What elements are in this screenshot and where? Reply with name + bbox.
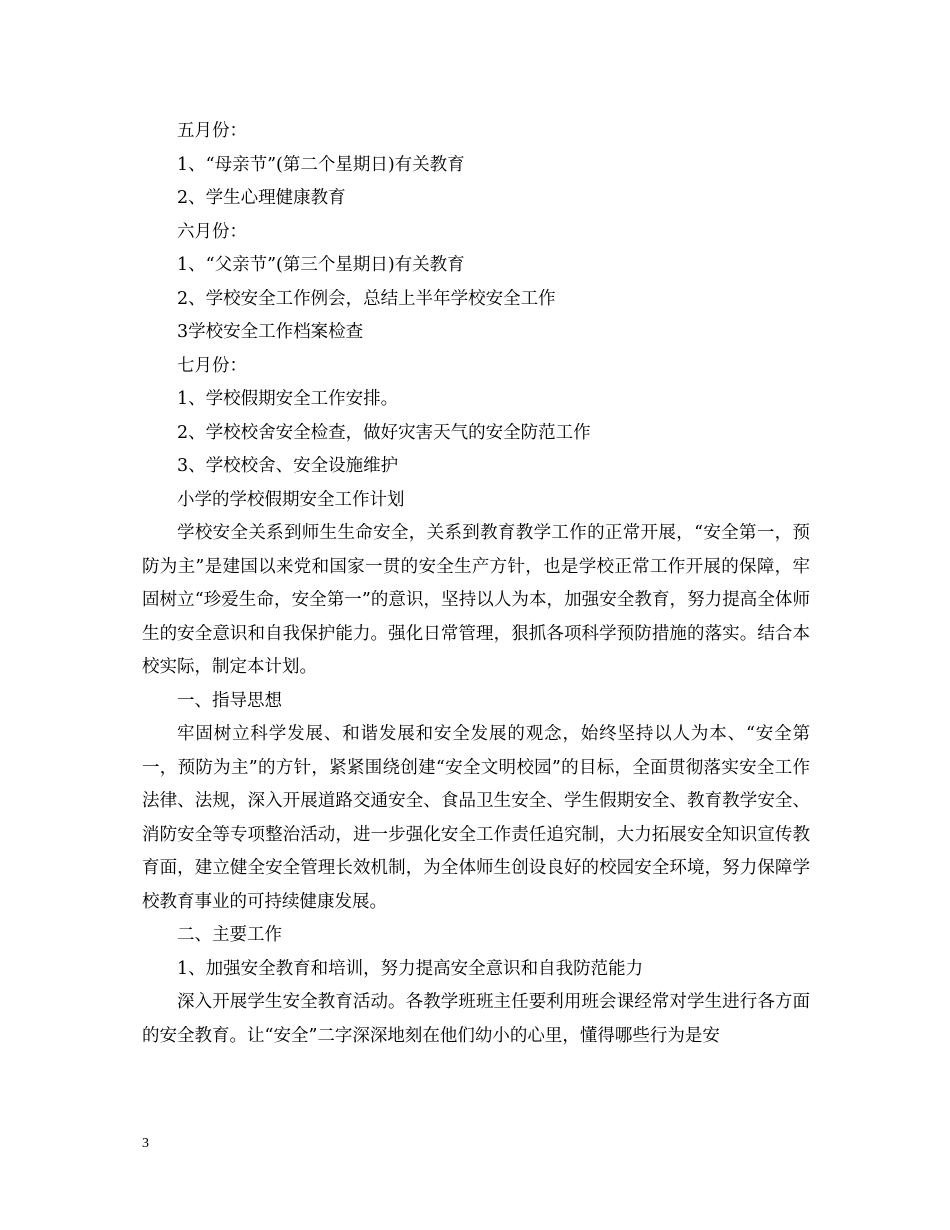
month-heading-may: 五月份： [177,121,247,141]
july-item-2: 2、学校校舍安全检查，做好灾害天气的安全防范工作 [177,422,591,443]
may-item-1: 1、“母亲节”(第二个星期日)有关教育 [177,154,465,175]
page-number: 3 [142,1136,149,1151]
section-heading-main-work: 二、主要工作 [177,925,282,945]
june-item-1: 1、“父亲节”(第三个星期日)有关教育 [177,255,465,275]
july-item-3: 3、学校校舍、安全设施维护 [177,456,399,476]
june-item-2: 2、学校安全工作例会，总结上半年学校安全工作 [177,288,556,309]
intro-paragraph: 学校安全关系到师生生命安全，关系到教育教学工作的正常开展，“安全第一，预防为主”是建国以来党和国家一贯的安全生产方针，也是学校正常工作开展的保障，牢固树立“珍爱生命，安全第一”的意识，坚持以人为本，加强安全教育，努力提高全体师生的安全意识和自我保护能力。强化日常管理，狠抓各项科学预防措施的落实。结合本校实际，制定本计划。 [142,523,810,677]
month-heading-june: 六月份： [177,221,247,242]
document-body [142,115,810,1053]
month-heading-july: 七月份： [177,355,247,376]
plan-title: 小学的学校假期安全工作计划 [177,489,405,510]
july-item-1: 1、学校假期安全工作安排。 [177,389,399,409]
june-item-3: 3学校安全工作档案检查 [177,322,364,342]
guiding-thought-paragraph: 牢固树立科学发展、和谐发展和安全发展的观念，始终坚持以人为本、“安全第一，预防为主”的方针，紧紧围绕创建“安全文明校园”的目标，全面贯彻落实安全工作法律、法规，深入开展道路交通安全、食品卫生安全、学生假期安全、教育教学安全、消防安全等专项整治活动，进一步强化安全工作责任追究制，大力拓展安全知识宣传教育面，建立健全安全管理长效机制，为全体师生创设良好的校园安全环境，努力保障学校教育事业的可持续健康发展。 [142,724,810,912]
main-work-subheading-1: 1、加强安全教育和培训，努力提高安全意识和自我防范能力 [177,958,644,979]
section-heading-guiding-thought: 一、指导思想 [177,690,282,711]
may-item-2: 2、学生心理健康教育 [177,188,346,208]
main-work-paragraph: 深入开展学生安全教育活动。各教学班班主任要利用班会课经常对学生进行各方面的安全教育。让“安全”二字深深地刻在他们幼小的心里，懂得哪些行为是安 [142,992,810,1046]
